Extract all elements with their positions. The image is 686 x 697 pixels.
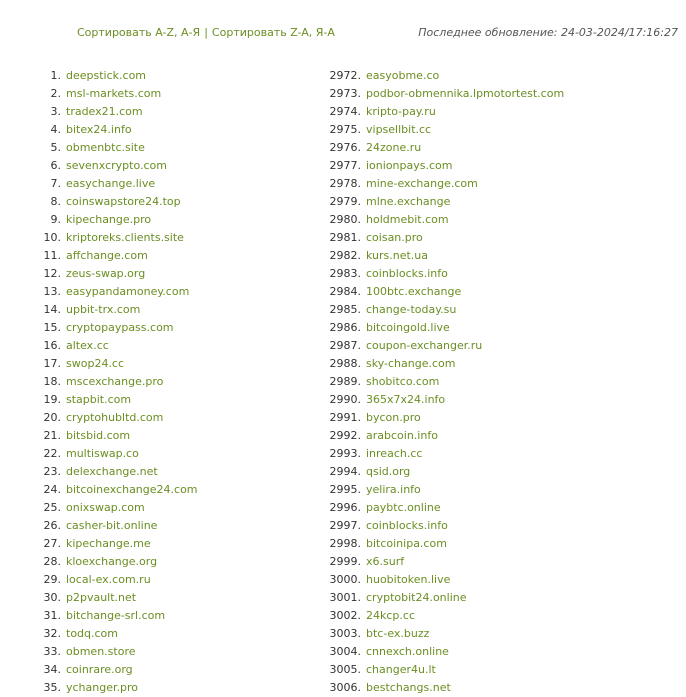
item-number: 2992.	[329, 429, 361, 442]
site-link[interactable]: bitcoinexchange24.com	[66, 483, 198, 496]
list-item	[0, 481, 198, 499]
list-item	[300, 103, 564, 121]
item-number: 2973.	[329, 87, 361, 100]
site-link[interactable]: deepstick.com	[66, 69, 147, 82]
list-item	[0, 517, 198, 535]
list-item	[300, 607, 564, 625]
site-link[interactable]: bestchangs.net	[366, 681, 451, 694]
item-number: 6.	[50, 159, 61, 172]
item-number: 2994.	[329, 465, 361, 478]
list-item	[0, 571, 198, 589]
list-item	[0, 175, 198, 193]
site-link[interactable]: yelira.info	[366, 483, 421, 496]
item-number: 19.	[43, 393, 61, 406]
site-link[interactable]: msl-markets.com	[66, 87, 162, 100]
item-number: 2981.	[329, 231, 361, 244]
list-item	[0, 661, 198, 679]
site-link[interactable]: inreach.cc	[366, 447, 423, 460]
list-item	[0, 103, 198, 121]
list-item	[0, 319, 198, 337]
item-number: 9.	[50, 213, 61, 226]
site-link[interactable]: delexchange.net	[66, 465, 158, 478]
list-item	[0, 67, 198, 85]
site-link[interactable]: bitex24.info	[66, 123, 132, 136]
item-number: 21.	[43, 429, 61, 442]
list-item	[300, 409, 564, 427]
list-item	[0, 391, 198, 409]
item-number: 2991.	[329, 411, 361, 424]
site-link[interactable]: 24kcp.cc	[366, 609, 415, 622]
item-number: 2982.	[329, 249, 361, 262]
item-number: 2985.	[329, 303, 361, 316]
list-item	[300, 283, 564, 301]
list-item	[0, 445, 198, 463]
site-link[interactable]: bitchange-srl.com	[66, 609, 166, 622]
item-number: 2984.	[329, 285, 361, 298]
site-link[interactable]: 100btc.exchange	[366, 285, 462, 298]
site-link[interactable]: sky-change.com	[366, 357, 456, 370]
item-number: 2974.	[329, 105, 361, 118]
site-link[interactable]: mscexchange.pro	[66, 375, 164, 388]
item-number: 32.	[43, 627, 61, 640]
list-item	[300, 589, 564, 607]
item-number: 3001.	[329, 591, 361, 604]
list-item	[300, 391, 564, 409]
list-item	[300, 157, 564, 175]
item-number: 30.	[43, 591, 61, 604]
item-number: 25.	[43, 501, 61, 514]
site-link[interactable]: onixswap.com	[66, 501, 145, 514]
site-link[interactable]: todq.com	[66, 627, 118, 640]
list-item	[0, 157, 198, 175]
site-link[interactable]: casher-bit.online	[66, 519, 158, 532]
item-number: 18.	[43, 375, 61, 388]
site-link[interactable]: easyobme.co	[366, 69, 440, 82]
item-number: 2999.	[329, 555, 361, 568]
list-item	[0, 625, 198, 643]
site-link[interactable]: bitcoingold.live	[366, 321, 450, 334]
site-link[interactable]: kripto-pay.ru	[366, 105, 436, 118]
site-link[interactable]: obmen.store	[66, 645, 136, 658]
item-number: 3.	[50, 105, 61, 118]
site-link[interactable]: cryptohubltd.com	[66, 411, 164, 424]
list-item	[300, 643, 564, 661]
list-item	[300, 85, 564, 103]
list-item	[300, 265, 564, 283]
item-number: 3003.	[329, 627, 361, 640]
list-item	[300, 193, 564, 211]
item-number: 20.	[43, 411, 61, 424]
site-link[interactable]: kipechange.me	[66, 537, 151, 550]
site-link[interactable]: bycon.pro	[366, 411, 421, 424]
item-number: 2989.	[329, 375, 361, 388]
site-link[interactable]: obmenbtc.site	[66, 141, 145, 154]
site-link[interactable]: vipsellbit.cc	[366, 123, 432, 136]
item-number: 34.	[43, 663, 61, 676]
list-item	[0, 373, 198, 391]
list-item	[0, 301, 198, 319]
item-number: 29.	[43, 573, 61, 586]
list-item	[300, 553, 564, 571]
list-item	[0, 229, 198, 247]
site-link[interactable]: bitsbid.com	[66, 429, 131, 442]
site-link[interactable]: zeus-swap.org	[66, 267, 146, 280]
site-link[interactable]: btc-ex.buzz	[366, 627, 430, 640]
site-link[interactable]: arabcoin.info	[366, 429, 438, 442]
list-item	[300, 679, 564, 697]
list-item	[300, 463, 564, 481]
sort-separator: |	[204, 26, 208, 39]
item-number: 4.	[50, 123, 61, 136]
list-item	[0, 643, 198, 661]
item-number: 8.	[50, 195, 61, 208]
item-number: 27.	[43, 537, 61, 550]
site-link[interactable]: coinswapstore24.top	[66, 195, 181, 208]
item-number: 26.	[43, 519, 61, 532]
item-number: 3006.	[329, 681, 361, 694]
item-number: 2978.	[329, 177, 361, 190]
list-item	[300, 481, 564, 499]
site-link[interactable]: easypandamoney.com	[66, 285, 190, 298]
site-link[interactable]: ionionpays.com	[366, 159, 453, 172]
site-link[interactable]: qsid.org	[366, 465, 411, 478]
sort-za-link[interactable]: Сортировать Z-A, Я-А	[211, 26, 335, 39]
list-item	[0, 283, 198, 301]
item-number: 22.	[43, 447, 61, 460]
site-link[interactable]: easychange.live	[66, 177, 156, 190]
site-link[interactable]: swop24.cc	[66, 357, 125, 370]
last-update-text: Последнее обновление: 24-03-2024/17:16:27	[418, 26, 678, 39]
item-number: 5.	[50, 141, 61, 154]
site-link[interactable]: local-ex.com.ru	[66, 573, 151, 586]
list-item	[0, 85, 198, 103]
list-item	[300, 571, 564, 589]
list-item	[300, 445, 564, 463]
sort-controls	[77, 26, 335, 39]
item-number: 2997.	[329, 519, 361, 532]
list-item	[300, 625, 564, 643]
list-item	[0, 139, 198, 157]
item-number: 17.	[43, 357, 61, 370]
item-number: 2979.	[329, 195, 361, 208]
site-link[interactable]: stapbit.com	[66, 393, 132, 406]
site-link[interactable]: coisan.pro	[366, 231, 423, 244]
site-link[interactable]: podbor-obmennika.lpmotortest.com	[366, 87, 565, 100]
list-item	[0, 337, 198, 355]
list-item	[300, 337, 564, 355]
list-item	[300, 175, 564, 193]
item-number: 2975.	[329, 123, 361, 136]
list-item	[300, 319, 564, 337]
site-link[interactable]: sevenxcrypto.com	[66, 159, 167, 172]
item-number: 2980.	[329, 213, 361, 226]
item-number: 2993.	[329, 447, 361, 460]
list-item	[0, 121, 198, 139]
item-number: 2996.	[329, 501, 361, 514]
site-link[interactable]: kloexchange.org	[66, 555, 158, 568]
item-number: 2972.	[329, 69, 361, 82]
list-item	[0, 463, 198, 481]
list-item	[0, 589, 198, 607]
list-item	[300, 247, 564, 265]
item-number: 35.	[43, 681, 61, 694]
item-number: 33.	[43, 645, 61, 658]
item-number: 2977.	[329, 159, 361, 172]
site-link[interactable]: coupon-exchanger.ru	[366, 339, 483, 352]
site-link[interactable]: upbit-trx.com	[66, 303, 141, 316]
item-number: 2988.	[329, 357, 361, 370]
item-number: 1.	[50, 69, 61, 82]
site-list-right	[300, 67, 564, 697]
site-link[interactable]: coinblocks.info	[366, 267, 448, 280]
item-number: 2.	[50, 87, 61, 100]
list-item	[300, 301, 564, 319]
item-number: 2995.	[329, 483, 361, 496]
list-item	[300, 373, 564, 391]
item-number: 24.	[43, 483, 61, 496]
site-link[interactable]: mlne.exchange	[366, 195, 451, 208]
list-item	[300, 229, 564, 247]
item-number: 2990.	[329, 393, 361, 406]
item-number: 3005.	[329, 663, 361, 676]
list-item	[300, 427, 564, 445]
header-bar	[0, 26, 686, 42]
site-link[interactable]: altex.cc	[66, 339, 109, 352]
site-link[interactable]: kurs.net.ua	[366, 249, 429, 262]
list-item	[0, 499, 198, 517]
item-number: 15.	[43, 321, 61, 334]
list-item	[0, 553, 198, 571]
list-item	[300, 67, 564, 85]
list-item	[300, 499, 564, 517]
list-item	[300, 661, 564, 679]
list-item	[0, 679, 198, 697]
site-link[interactable]: cryptopaypass.com	[66, 321, 174, 334]
item-number: 2987.	[329, 339, 361, 352]
site-link[interactable]: coinrare.org	[66, 663, 133, 676]
item-number: 11.	[43, 249, 61, 262]
site-link[interactable]: kipechange.pro	[66, 213, 152, 226]
item-number: 31.	[43, 609, 61, 622]
site-link[interactable]: holdmebit.com	[366, 213, 449, 226]
item-number: 3000.	[329, 573, 361, 586]
site-link[interactable]: affchange.com	[66, 249, 148, 262]
item-number: 16.	[43, 339, 61, 352]
site-link[interactable]: 24zone.ru	[366, 141, 422, 154]
sort-az-link[interactable]: Сортировать A-Z, А-Я	[77, 26, 201, 39]
site-link[interactable]: mine-exchange.com	[366, 177, 478, 190]
site-link[interactable]: ychanger.pro	[66, 681, 138, 694]
item-number: 28.	[43, 555, 61, 568]
site-link[interactable]: cnnexch.online	[366, 645, 449, 658]
item-number: 14.	[43, 303, 61, 316]
list-item	[300, 139, 564, 157]
list-item	[0, 211, 198, 229]
item-number: 3004.	[329, 645, 361, 658]
site-link[interactable]: kriptoreks.clients.site	[66, 231, 184, 244]
item-number: 2986.	[329, 321, 361, 334]
item-number: 3002.	[329, 609, 361, 622]
site-link[interactable]: p2pvault.net	[66, 591, 137, 604]
list-item	[300, 517, 564, 535]
site-link[interactable]: x6.surf	[366, 555, 405, 568]
site-link[interactable]: bitcoinipa.com	[366, 537, 447, 550]
list-item	[0, 355, 198, 373]
item-number: 2976.	[329, 141, 361, 154]
site-link[interactable]: paybtc.online	[366, 501, 441, 514]
site-link[interactable]: 365x7x24.info	[366, 393, 446, 406]
item-number: 2998.	[329, 537, 361, 550]
list-item	[0, 193, 198, 211]
list-item	[300, 535, 564, 553]
site-link[interactable]: shobitco.com	[366, 375, 440, 388]
item-number: 2983.	[329, 267, 361, 280]
item-number: 13.	[43, 285, 61, 298]
item-number: 12.	[43, 267, 61, 280]
list-item	[0, 247, 198, 265]
list-item	[300, 355, 564, 373]
item-number: 7.	[50, 177, 61, 190]
list-item	[0, 265, 198, 283]
item-number: 23.	[43, 465, 61, 478]
site-link[interactable]: cryptobit24.online	[366, 591, 467, 604]
list-item	[0, 409, 198, 427]
site-list-left	[0, 67, 198, 697]
list-item	[300, 211, 564, 229]
site-link[interactable]: changer4u.lt	[366, 663, 436, 676]
list-item	[300, 121, 564, 139]
site-link[interactable]: coinblocks.info	[366, 519, 448, 532]
item-number: 10.	[43, 231, 61, 244]
list-item	[0, 607, 198, 625]
list-item	[0, 535, 198, 553]
site-link[interactable]: change-today.su	[366, 303, 457, 316]
site-link[interactable]: tradex21.com	[66, 105, 143, 118]
site-link[interactable]: multiswap.co	[66, 447, 139, 460]
list-item	[0, 427, 198, 445]
site-link[interactable]: huobitoken.live	[366, 573, 451, 586]
